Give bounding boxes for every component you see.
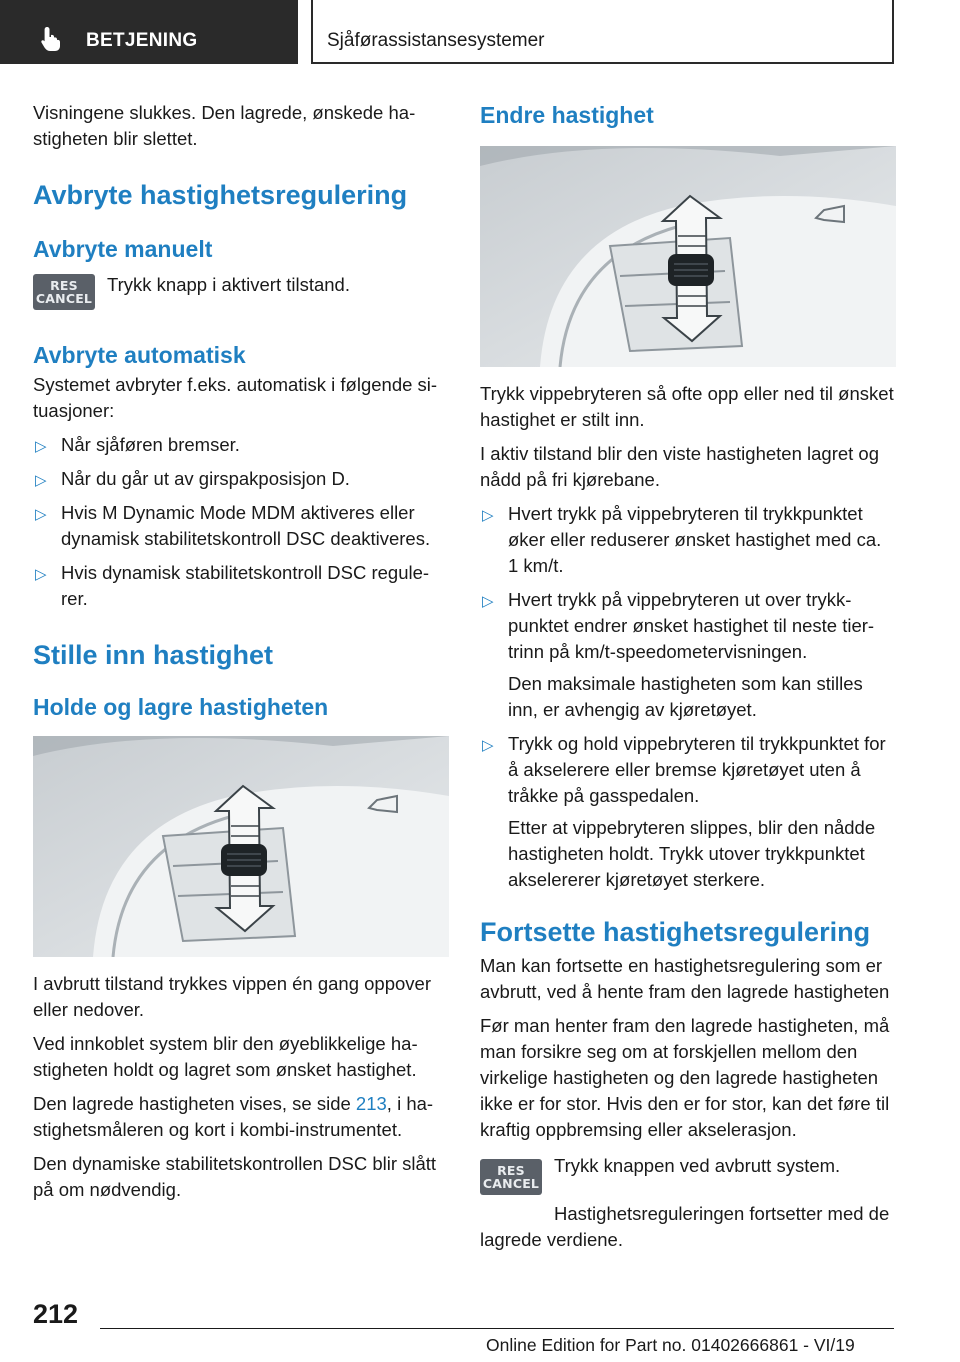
- heading-cancel: Avbryte hastighetsregulering: [33, 180, 408, 210]
- triangle-bullet-icon: ▷: [35, 566, 47, 583]
- list-item: ▷ Hvert trykk på vippebryteren til trykkpunktet øker eller reduserer ønsket hastighet med ca. 1 km/t.: [482, 503, 882, 576]
- triangle-bullet-icon: ▷: [35, 438, 47, 455]
- intro-paragraph: Visningene slukkes. Den lagrede, ønskede hastigheten blir slettet.: [33, 102, 416, 149]
- heading-cancel-auto: Avbryte automatisk: [33, 342, 246, 368]
- res-cancel-button-icon: RES CANCEL: [33, 274, 95, 310]
- left-column: [33, 100, 449, 1211]
- resume-icon-text: Trykk knappen ved avbrutt system.: [554, 1155, 841, 1176]
- change-list: [480, 501, 896, 893]
- resume-result-text: Hastighetsreguleringen fortsetter med de lagrede verdiene.: [480, 1203, 890, 1250]
- manual-cancel-text: Trykk knapp i aktivert tilstand.: [107, 274, 350, 295]
- chapter-tab: [311, 0, 894, 64]
- list-item-note: Etter at vippebryteren slippes, blir den nådde hastigheten holdt. Trykk utover trykkpunktet akselererer kjøretøyet sterkere.: [508, 817, 876, 890]
- page-reference-link[interactable]: 213: [355, 1093, 387, 1114]
- list-item: ▷ Trykk og hold vippebryteren til trykkpunktet for å akselerere eller bremse kjøretøyet uten å tråkke på gasspedalen. Etter at vippebryteren slippes, blir den nådde hastigheten holdt. Trykk utover trykkpunktet akselererer kjøretøyet sterkere.: [480, 731, 896, 893]
- list-item: ▷ Når sjåføren bremser.: [33, 432, 449, 458]
- chapter-title: Sjåførassistansesystemer: [327, 30, 545, 51]
- resume-paragraph-1: Man kan fortsette en hastighetsregulering som er avbrutt, ved å hente fram den lagrede hastigheten: [480, 955, 890, 1002]
- res-cancel-button-icon: RES CANCEL: [480, 1159, 542, 1195]
- heading-set-speed: Stille inn hastighet: [33, 640, 274, 670]
- heading-cancel-manual: Avbryte manuelt: [33, 236, 213, 262]
- manual-cancel-row: [33, 272, 449, 310]
- triangle-bullet-icon: ▷: [35, 506, 47, 523]
- list-item: ▷ Når du går ut av girspakposisjon D.: [33, 466, 449, 492]
- auto-cancel-text: Systemet avbryter f.eks. automatisk i følgende situasjoner:: [33, 374, 438, 421]
- section-tab: [0, 0, 298, 64]
- page-number: 212: [33, 1299, 79, 1329]
- triangle-bullet-icon: ▷: [482, 593, 494, 610]
- hold-paragraph-1: I avbrutt tilstand trykkes vippen én gang oppover eller nedover.: [33, 973, 431, 1020]
- triangle-bullet-icon: ▷: [482, 507, 494, 524]
- steering-wheel-rocker-illustration: [33, 736, 449, 957]
- resume-row: [480, 1153, 896, 1195]
- footer-rule: [100, 1328, 894, 1329]
- edition-text: Online Edition for Part no. 01402666861 - VI/19: [486, 1335, 855, 1355]
- hand-pointer-icon: [38, 24, 66, 52]
- resume-paragraph-2: Før man henter fram den lagrede hastigheten, må man forsikre seg om at forskjellen mellom den virkelige hastigheten og den lagrede hastigheten ikke er for stor. Hvis den er for stor, kan det føre til kraftig oppbremsing eller akselerasjon.: [480, 1015, 890, 1140]
- steering-wheel-rocker-illustration: [480, 146, 896, 367]
- list-item-note: Den maksimale hastigheten som kan stilles inn, er avhengig av kjøretøyet.: [508, 673, 863, 720]
- list-item: ▷ Hvis dynamisk stabilitetskontroll DSC regulerer.: [35, 562, 430, 609]
- hold-paragraph-2: Ved innkoblet system blir den øyeblikkelige hastigheten holdt og lagret som ønsket hastighet.: [33, 1033, 418, 1080]
- list-item: ▷ Hvis M Dynamic Mode MDM aktiveres eller dynamisk stabilitetskontroll DSC deaktiveres.: [35, 502, 431, 549]
- hold-paragraph-3: Den lagrede hastigheten vises, se side 213, i hastighetsmåleren og kort i kombi-instrumentet.: [33, 1093, 434, 1140]
- change-paragraph-2: I aktiv tilstand blir den viste hastigheten lagret og nådd på fri kjørebane.: [480, 443, 880, 490]
- heading-hold-speed: Holde og lagre hastigheten: [33, 694, 329, 720]
- heading-change-speed: Endre hastighet: [480, 102, 654, 128]
- hold-paragraph-4: Den dynamiske stabilitetskontrollen DSC blir slått på om nødvendig.: [33, 1153, 437, 1200]
- section-title: BETJENING: [86, 30, 198, 51]
- auto-cancel-list: [33, 432, 449, 612]
- change-paragraph-1: Trykk vippebryteren så ofte opp eller ned til ønsket hastighet er stilt inn.: [480, 383, 894, 430]
- right-column: [480, 100, 896, 1261]
- triangle-bullet-icon: ▷: [35, 472, 47, 489]
- triangle-bullet-icon: ▷: [482, 737, 494, 754]
- heading-resume: Fortsette hastighetsregulering: [480, 917, 871, 947]
- list-item: ▷ Hvert trykk på vippebryteren ut over trykkpunktet endrer ønsket hastighet til neste tiertrinn på km/t-speedometervisningen. Den maksimale hastigheten som kan stilles inn, er avhengig av kjøretøyet.: [480, 587, 896, 723]
